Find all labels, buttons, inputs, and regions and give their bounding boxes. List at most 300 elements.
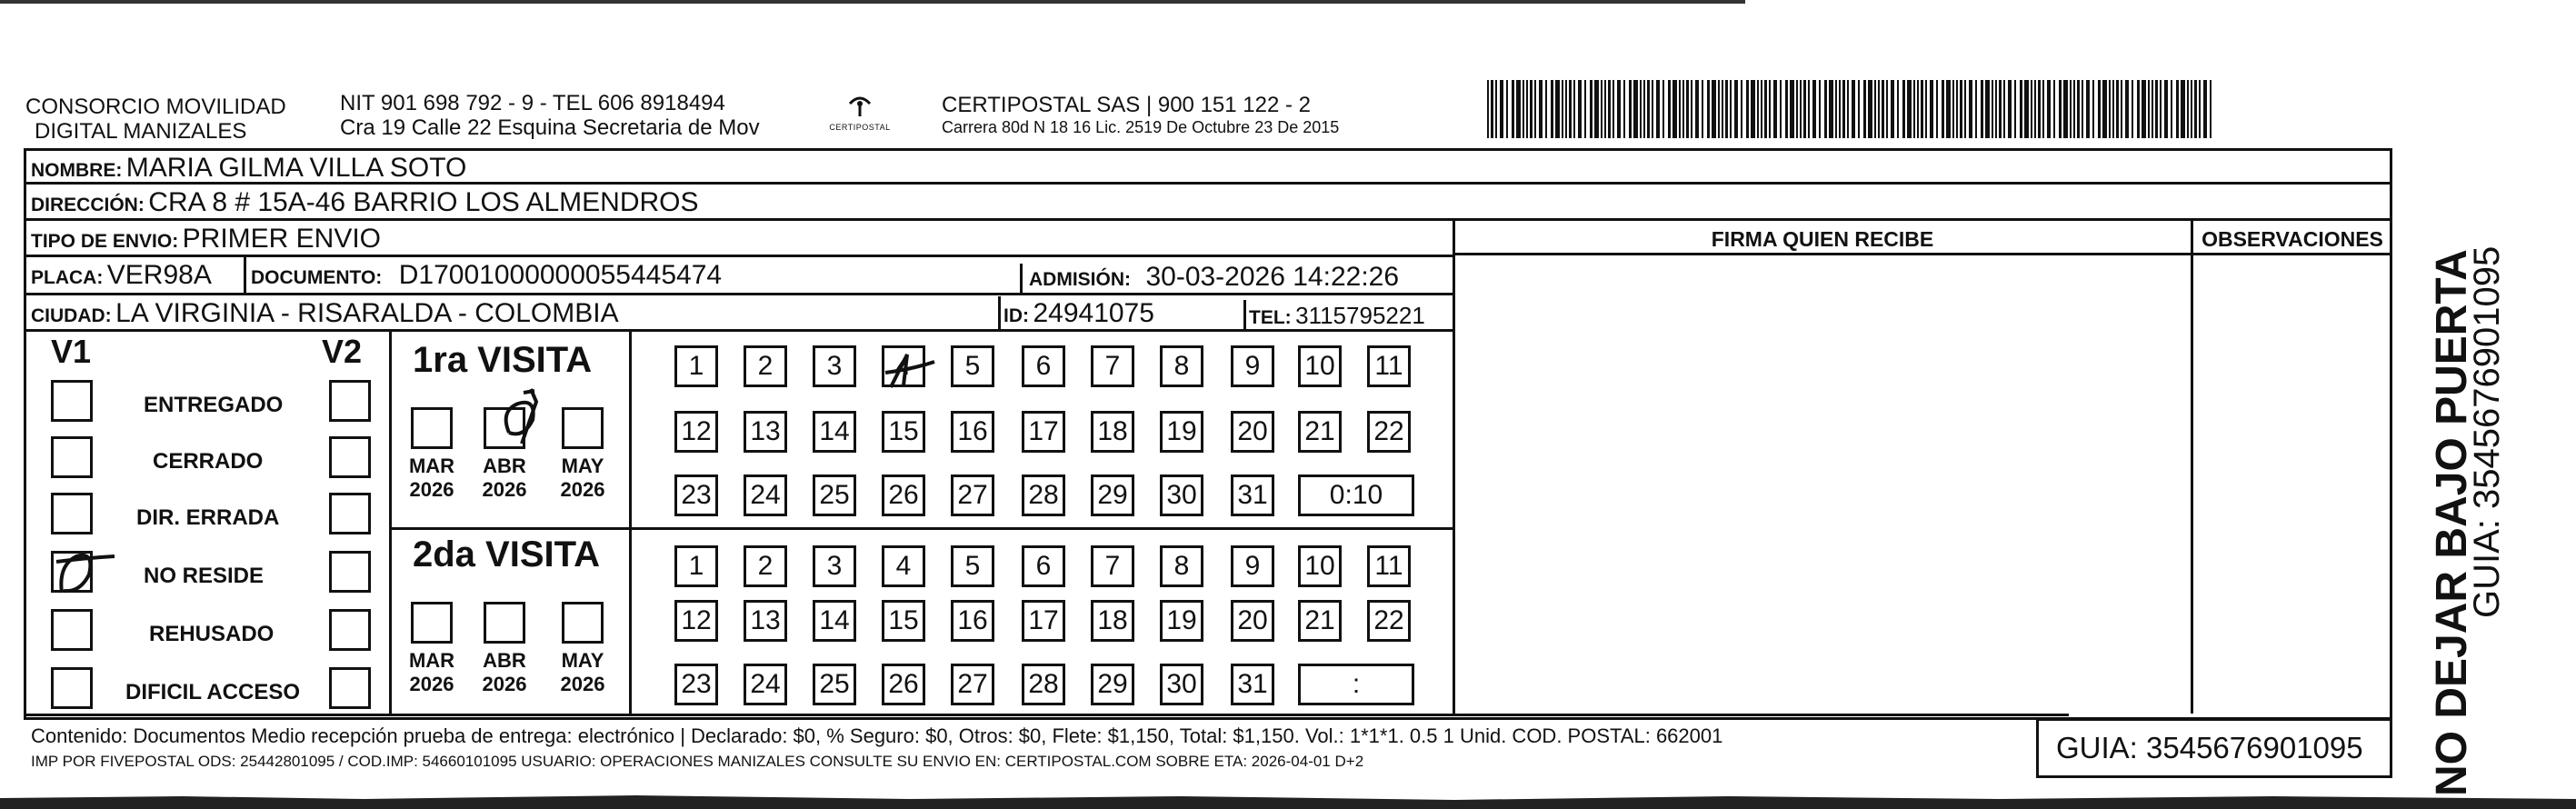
admision-value: 30-03-2026 14:22:26 xyxy=(1145,262,1400,292)
v2-checkbox[interactable] xyxy=(329,609,371,651)
barcode-bar xyxy=(2059,80,2062,138)
day-box[interactable]: 27 xyxy=(951,474,994,516)
month-year: 2026 xyxy=(482,673,527,695)
day-box[interactable]: 12 xyxy=(674,600,718,642)
barcode-bar xyxy=(2024,80,2029,138)
day-box[interactable]: 2 xyxy=(744,545,787,587)
barcode-bar xyxy=(1623,80,1625,138)
barcode-bar xyxy=(1764,80,1767,138)
barcode-bar xyxy=(2070,80,2072,138)
barcode-bar xyxy=(1523,80,1524,138)
barcode-bar xyxy=(1757,80,1759,138)
divider-visits xyxy=(389,527,1454,530)
barcode-bar xyxy=(1495,80,1497,138)
day-box[interactable]: 29 xyxy=(1091,474,1134,516)
contenido-line: Contenido: Documentos Medio recepción prueba de entrega: electrónico | Declarado: $0, % Seguro: $0, Otros: $0, Flete: $1,150, Total: $1,150. Vol.: 1*1*1. 0.5 1 Unid. COD. POSTAL: 662001 xyxy=(31,724,1723,747)
barcode-bar xyxy=(1702,80,1703,138)
v2-checkbox[interactable] xyxy=(329,667,371,709)
barcode-bar xyxy=(1964,80,1966,138)
barcode-bar xyxy=(1526,80,1528,138)
nombre-label: NOMBRE: xyxy=(31,160,123,181)
direccion-value: CRA 8 # 15A-46 BARRIO LOS ALMENDROS xyxy=(148,187,699,217)
barcode-bar xyxy=(2063,80,2068,138)
day-box[interactable]: 28 xyxy=(1022,664,1065,705)
barcode-bar xyxy=(1995,80,1997,138)
day-box[interactable]: 7 xyxy=(1091,345,1134,387)
day-box[interactable]: 21 xyxy=(1298,411,1342,453)
side-guia-number: GUIA: 3545676901095 xyxy=(2467,245,2507,618)
month-year: 2026 xyxy=(482,478,527,501)
day-box[interactable]: 2 xyxy=(744,345,787,387)
documento-field xyxy=(251,260,722,295)
barcode-bar xyxy=(2003,80,2005,138)
day-box[interactable]: 3 xyxy=(813,345,856,387)
company-contact xyxy=(340,91,760,140)
barcode-bar xyxy=(2142,80,2146,138)
observaciones-area[interactable] xyxy=(2194,256,2389,711)
day-box[interactable]: 15 xyxy=(882,411,925,453)
barcode-bar xyxy=(1796,80,1798,138)
barcode-bar xyxy=(1679,80,1681,138)
barcode-bar xyxy=(1590,80,1593,138)
barcode-bar xyxy=(2008,80,2012,138)
barcode-bar xyxy=(1565,80,1567,138)
day-box[interactable]: 24 xyxy=(744,474,787,516)
barcode-bar xyxy=(2148,80,2150,138)
barcode-bar xyxy=(2203,80,2207,138)
month-name: MAY xyxy=(561,454,604,477)
v2-checkbox[interactable] xyxy=(329,436,371,478)
barcode-bar xyxy=(2034,80,2036,138)
observaciones-header: OBSERVACIONES xyxy=(2202,227,2383,251)
day-box[interactable]: 31 xyxy=(1231,474,1274,516)
barcode-bar xyxy=(1863,80,1866,138)
barcode-bar xyxy=(2112,80,2114,138)
day-box[interactable]: 24 xyxy=(744,664,787,705)
day-box[interactable]: 14 xyxy=(813,600,856,642)
no-reside-checkmark xyxy=(53,538,116,602)
barcode-bar xyxy=(2121,80,2122,138)
barcode-bar xyxy=(1695,80,1699,138)
day-box[interactable]: 7 xyxy=(1091,545,1134,587)
tipo-envio-value: PRIMER ENVIO xyxy=(182,224,382,254)
month-label xyxy=(551,454,614,502)
barcode-bar xyxy=(1824,80,1827,138)
firma-quien-recibe-header: FIRMA QUIEN RECIBE xyxy=(1711,227,1934,251)
month-label xyxy=(551,649,614,696)
imp-line: IMP POR FIVEPOSTAL ODS: 25442801095 / COD.IMP: 54660101095 USUARIO: OPERACIONES MANIZALES CONSULTE SU ENVIO EN: CERTIPOSTAL.COM SOBRE ETA: 2026-04-01 D+2 xyxy=(31,753,1364,770)
day-box[interactable]: 26 xyxy=(882,664,925,705)
barcode-bar xyxy=(2073,80,2075,138)
barcode-bar xyxy=(1882,80,1884,138)
barcode-bar xyxy=(1819,80,1821,138)
barcode-bar xyxy=(1746,80,1749,138)
day-box[interactable]: 20 xyxy=(1231,411,1274,453)
barcode-bar xyxy=(1952,80,1954,138)
barcode-bar xyxy=(1691,80,1692,138)
tel-field xyxy=(1249,300,1425,335)
day-box[interactable]: 22 xyxy=(1367,600,1411,642)
nombre-field xyxy=(31,153,466,188)
day-box[interactable]: 1 xyxy=(674,345,718,387)
direccion-label: DIRECCIÓN: xyxy=(31,195,145,215)
barcode-bar xyxy=(1907,80,1912,138)
tipo-envio-field xyxy=(31,224,381,259)
barcode-bar xyxy=(1886,80,1888,138)
barcode-bar xyxy=(1780,80,1782,138)
carrier-info xyxy=(942,93,1339,137)
abr-month-mark xyxy=(491,385,554,449)
barcode-bar xyxy=(1835,80,1837,138)
barcode-bar xyxy=(1686,80,1689,138)
barcode-bar xyxy=(2082,80,2083,138)
month-year: 2026 xyxy=(560,673,605,695)
month-name: ABR xyxy=(483,454,526,477)
day-4-mark xyxy=(876,345,949,400)
signature-area[interactable] xyxy=(1458,256,2189,711)
barcode-bar xyxy=(2132,80,2133,138)
day-box[interactable]: 26 xyxy=(882,474,925,516)
day-box[interactable]: 14 xyxy=(813,411,856,453)
barcode-bar xyxy=(1578,80,1582,138)
month-checkbox[interactable] xyxy=(562,407,604,449)
barcode-bar xyxy=(1662,80,1664,138)
barcode-bar xyxy=(2086,80,2090,138)
barcode-bar xyxy=(2160,80,2162,138)
day-box[interactable]: 30 xyxy=(1160,664,1203,705)
barcode-bar xyxy=(2102,80,2107,138)
barcode-bar xyxy=(1545,80,1547,138)
barcode-bar xyxy=(1718,80,1720,138)
day-box[interactable]: 28 xyxy=(1022,474,1065,516)
barcode-bar xyxy=(2020,80,2022,138)
divider-tel xyxy=(1243,300,1246,329)
day-box[interactable]: 19 xyxy=(1160,600,1203,642)
barcode-bar xyxy=(1956,80,1958,138)
day-box[interactable]: 23 xyxy=(674,664,718,705)
barcode-bar xyxy=(1668,80,1671,138)
v2-checkbox[interactable] xyxy=(329,493,371,534)
day-box[interactable]: 4 xyxy=(882,345,925,387)
day-box[interactable]: 11 xyxy=(1367,545,1411,587)
barcode-bar xyxy=(2092,80,2094,138)
status-label: DIFICIL ACCESO xyxy=(125,680,301,704)
divider-footer xyxy=(24,714,2069,716)
barcode-bar xyxy=(1761,80,1762,138)
barcode-bar xyxy=(1594,80,1599,138)
day-box[interactable]: 6 xyxy=(1022,545,1065,587)
barcode-bar xyxy=(2199,80,2201,138)
v1-checkbox[interactable] xyxy=(51,380,93,422)
documento-label: DOCUMENTO: xyxy=(251,267,383,288)
barcode-bar xyxy=(2109,80,2111,138)
divider-admision xyxy=(1020,264,1023,295)
barcode-bar xyxy=(1930,80,1933,138)
documento-value: D17001000000055445474 xyxy=(398,260,723,290)
barcode-bar xyxy=(1902,80,1905,138)
v1-checkbox[interactable] xyxy=(51,609,93,651)
v1-header: V1 xyxy=(51,333,92,370)
divider-obs-left xyxy=(2191,218,2193,714)
barcode-bar xyxy=(1741,80,1742,138)
barcode-bar xyxy=(2152,80,2153,138)
barcode-bar xyxy=(1500,80,1503,138)
id-label: ID: xyxy=(1003,305,1029,326)
barcode-bar xyxy=(2047,80,2051,138)
day-box[interactable]: 8 xyxy=(1160,345,1203,387)
company-address: Cra 19 Calle 22 Esquina Secretaria de Mov xyxy=(340,115,760,140)
guia-box-number: GUIA: 3545676901095 xyxy=(2056,731,2363,764)
ciudad-value: LA VIRGINIA - RISARALDA - COLOMBIA xyxy=(115,298,619,328)
day-box[interactable]: 6 xyxy=(1022,345,1065,387)
barcode-bar xyxy=(2098,80,2101,138)
carrier-line: CERTIPOSTAL SAS | 900 151 122 - 2 xyxy=(942,93,1311,117)
day-box[interactable]: 10 xyxy=(1298,545,1342,587)
barcode-bar xyxy=(1803,80,1806,138)
day-box[interactable]: 11 xyxy=(1367,345,1411,387)
divider-visit-left xyxy=(629,329,632,714)
day-box[interactable]: 25 xyxy=(813,664,856,705)
month-label xyxy=(400,454,464,502)
month-name: MAR xyxy=(408,649,455,672)
barcode-bar xyxy=(1608,80,1611,138)
barcode-bar xyxy=(1975,80,1977,138)
barcode-bar xyxy=(2077,80,2080,138)
day-box[interactable]: 25 xyxy=(813,474,856,516)
admision-label: ADMISIÓN: xyxy=(1029,269,1131,290)
barcode-bar xyxy=(2038,80,2041,138)
divider-status-right xyxy=(389,329,392,714)
divider-column-head xyxy=(1454,253,2392,255)
second-visit-title: 2da VISITA xyxy=(413,534,600,574)
barcode-bar xyxy=(1534,80,1536,138)
day-box[interactable]: 17 xyxy=(1022,600,1065,642)
barcode-bar xyxy=(1936,80,1938,138)
month-checkbox[interactable] xyxy=(484,602,525,644)
barcode-bar xyxy=(1981,80,1983,138)
logo-icon xyxy=(846,95,874,118)
barcode-bar xyxy=(1734,80,1738,138)
barcode-bar xyxy=(1712,80,1716,138)
status-label: NO RESIDE xyxy=(144,564,265,588)
barcode-bar xyxy=(1769,80,1771,138)
id-field xyxy=(1003,298,1154,334)
barcode-bar xyxy=(1539,80,1543,138)
barcode-bar xyxy=(1812,80,1816,138)
status-label: CERRADO xyxy=(153,449,264,474)
day-box[interactable]: 21 xyxy=(1298,600,1342,642)
barcode-bar xyxy=(1785,80,1788,138)
tipo-envio-label: TIPO DE ENVIO: xyxy=(31,231,179,252)
barcode-bar xyxy=(2125,80,2129,138)
barcode-bar xyxy=(1707,80,1710,138)
barcode-bar xyxy=(1617,80,1621,138)
first-visit-title: 1ra VISITA xyxy=(413,340,593,380)
barcode-bar xyxy=(1992,80,1993,138)
month-checkbox[interactable] xyxy=(411,407,453,449)
barcode-bar xyxy=(1858,80,1860,138)
barcode-bar xyxy=(1897,80,1899,138)
day-box[interactable]: 3 xyxy=(813,545,856,587)
barcode-bar xyxy=(1573,80,1575,138)
barcode-bar xyxy=(1790,80,1794,138)
barcode-bar xyxy=(2053,80,2055,138)
time-box[interactable]: 0:10 xyxy=(1298,474,1414,516)
barcode-bar xyxy=(1829,80,1833,138)
barcode-bar xyxy=(1921,80,1923,138)
barcode-bar xyxy=(2116,80,2119,138)
company-line-2: DIGITAL MANIZALES xyxy=(35,119,247,144)
barcode-bar xyxy=(1562,80,1563,138)
barcode-bar xyxy=(2176,80,2179,138)
company-name xyxy=(25,95,286,144)
barcode-bar xyxy=(1506,80,1508,138)
ciudad-field xyxy=(31,298,619,334)
barcode-bar xyxy=(1601,80,1603,138)
day-box[interactable]: 22 xyxy=(1367,411,1411,453)
barcode-bar xyxy=(1629,80,1632,138)
barcode-bar xyxy=(1969,80,1972,138)
month-name: ABR xyxy=(483,649,526,672)
day-box[interactable]: 31 xyxy=(1231,664,1274,705)
day-box[interactable]: 18 xyxy=(1091,411,1134,453)
v2-checkbox[interactable] xyxy=(329,551,371,593)
barcode-bar xyxy=(1913,80,1915,138)
barcode-bar xyxy=(1643,80,1645,138)
barcode-bar xyxy=(2031,80,2032,138)
barcode-bar xyxy=(1999,80,2002,138)
barcode-bar xyxy=(1555,80,1560,138)
day-box[interactable]: 17 xyxy=(1022,411,1065,453)
tel-label: TEL: xyxy=(1249,307,1292,328)
barcode-bar xyxy=(1647,80,1650,138)
barcode-bar xyxy=(1751,80,1755,138)
barcode-bar xyxy=(1652,80,1653,138)
day-box[interactable]: 4 xyxy=(882,545,925,587)
day-box[interactable]: 18 xyxy=(1091,600,1134,642)
divider-id xyxy=(998,296,1001,329)
month-year: 2026 xyxy=(409,478,454,501)
carrier-address: Carrera 80d N 18 16 Lic. 2519 De Octubre 23 De 2015 xyxy=(942,118,1340,136)
day-box[interactable]: 1 xyxy=(674,545,718,587)
barcode-bar xyxy=(2194,80,2197,138)
barcode-bar xyxy=(1946,80,1951,138)
v1-checkbox[interactable] xyxy=(51,436,93,478)
barcode-bar xyxy=(1672,80,1677,138)
ciudad-label: CIUDAD: xyxy=(31,305,112,326)
divider-placa xyxy=(244,255,246,293)
month-label xyxy=(473,649,536,696)
certipostal-logo xyxy=(825,95,894,132)
barcode-bar xyxy=(1874,80,1876,138)
barcode-bar xyxy=(1839,80,1841,138)
status-label: ENTREGADO xyxy=(144,393,284,417)
day-box[interactable]: 16 xyxy=(951,600,994,642)
logo-text: CERTIPOSTAL xyxy=(829,123,891,132)
barcode-bar xyxy=(1512,80,1514,138)
barcode-bar xyxy=(1725,80,1728,138)
barcode-bar xyxy=(1722,80,1723,138)
barcode-bar xyxy=(2187,80,2189,138)
barcode-bar xyxy=(1852,80,1855,138)
month-name: MAR xyxy=(408,454,455,477)
day-box[interactable]: 9 xyxy=(1231,545,1274,587)
barcode-bar xyxy=(1604,80,1606,138)
day-box[interactable]: 10 xyxy=(1298,345,1342,387)
day-box[interactable]: 29 xyxy=(1091,664,1134,705)
barcode-bar xyxy=(2014,80,2016,138)
barcode-bar xyxy=(2191,80,2192,138)
v2-checkbox[interactable] xyxy=(329,380,371,422)
barcode-bar xyxy=(1584,80,1586,138)
barcode-bar xyxy=(1891,80,1894,138)
barcode-bar xyxy=(1925,80,1927,138)
day-box[interactable]: 20 xyxy=(1231,600,1274,642)
month-checkbox[interactable] xyxy=(411,602,453,644)
barcode-bar xyxy=(1985,80,1990,138)
barcode-bar xyxy=(1487,80,1489,138)
month-name: MAY xyxy=(561,649,604,672)
day-box[interactable]: 15 xyxy=(882,600,925,642)
barcode-bar xyxy=(1960,80,1962,138)
day-box[interactable]: 8 xyxy=(1160,545,1203,587)
v1-checkbox[interactable] xyxy=(51,493,93,534)
day-box[interactable]: 5 xyxy=(951,545,994,587)
day-box[interactable]: 27 xyxy=(951,664,994,705)
barcode-bar xyxy=(1842,80,1845,138)
status-label: DIR. ERRADA xyxy=(136,505,280,530)
day-box[interactable]: 13 xyxy=(744,411,787,453)
v2-header: V2 xyxy=(322,333,363,370)
barcode-bar xyxy=(1730,80,1732,138)
placa-field xyxy=(31,260,212,295)
barcode-bar xyxy=(2042,80,2044,138)
barcode-bar xyxy=(1847,80,1849,138)
barcode-bar xyxy=(2181,80,2185,138)
barcode-bar xyxy=(1530,80,1533,138)
barcode-bar xyxy=(2171,80,2172,138)
v1-checkbox[interactable] xyxy=(51,667,93,709)
day-box[interactable]: 5 xyxy=(951,345,994,387)
barcode-bar xyxy=(1640,80,1642,138)
barcode-bar xyxy=(1808,80,1810,138)
time-box[interactable]: : xyxy=(1298,664,1414,705)
barcode-bar xyxy=(2137,80,2140,138)
day-box[interactable]: 19 xyxy=(1160,411,1203,453)
company-line-1: CONSORCIO MOVILIDAD xyxy=(25,95,286,119)
status-label: REHUSADO xyxy=(149,622,275,646)
barcode-bar xyxy=(2210,80,2212,138)
placa-value: VER98A xyxy=(106,260,212,290)
barcode-bar xyxy=(1656,80,1660,138)
nombre-value: MARIA GILMA VILLA SOTO xyxy=(125,153,467,183)
barcode-bar xyxy=(1800,80,1802,138)
barcode-bar xyxy=(1917,80,1919,138)
day-box[interactable]: 23 xyxy=(674,474,718,516)
month-checkbox[interactable] xyxy=(562,602,604,644)
barcode-bar xyxy=(1612,80,1614,138)
direccion-field xyxy=(31,187,699,223)
day-box[interactable]: 16 xyxy=(951,411,994,453)
day-box[interactable]: 13 xyxy=(744,600,787,642)
barcode xyxy=(1487,80,2214,138)
day-box[interactable]: 30 xyxy=(1160,474,1203,516)
day-box[interactable]: 12 xyxy=(674,411,718,453)
placa-label: PLACA: xyxy=(31,267,104,288)
id-value: 24941075 xyxy=(1033,298,1154,328)
barcode-bar xyxy=(2155,80,2158,138)
day-box[interactable]: 9 xyxy=(1231,345,1274,387)
